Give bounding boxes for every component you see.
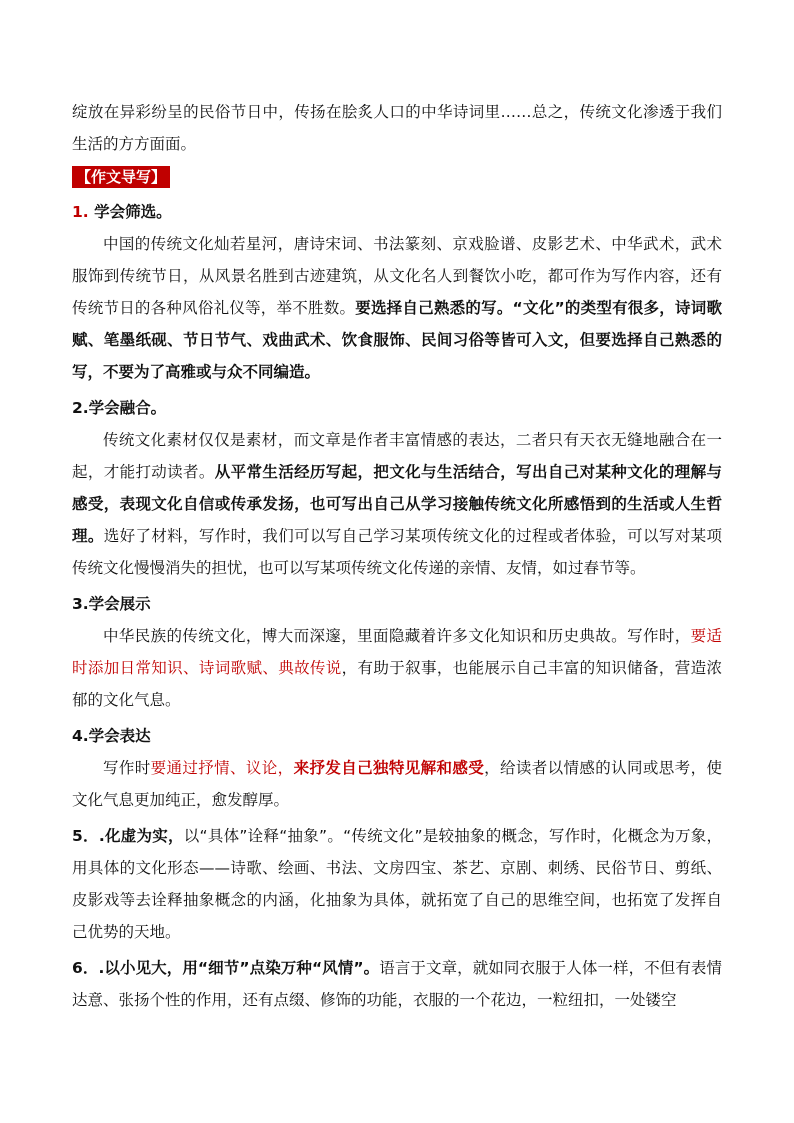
- section-4: [72, 720, 722, 816]
- section-2-text-b: 从平常生活经历写起，把文化与生活结合，写出自己对某种文化的理解与感受，表现文化自信或传承发扬，也可写出自己从学习接触传统文化所感悟到的生活或人生哲理。: [72, 463, 722, 545]
- section-1: [72, 196, 722, 388]
- section-4-body: [72, 752, 722, 816]
- section-1-text-a: 中国的传统文化灿若星河，唐诗宋词、书法篆刻、京戏脸谱、皮影艺术、中华武术，武术服饰到传统节日，从风景名胜到古迹建筑，从文化名人到餐饮小吃，都可作为写作内容，还有传统节日的各种风俗礼仪等，举不胜数。: [72, 235, 722, 317]
- section-2: [72, 392, 722, 584]
- section-6-body: [72, 952, 722, 1016]
- section-4-text-b: ，给读者以情感的认同或思考，使文化气息更加纯正，愈发醇厚。: [72, 759, 722, 809]
- section-5-title: 5．.化虚为实，: [72, 827, 184, 845]
- section-3-text-b: ，有助于叙事，也能展示自己丰富的知识储备，营造浓郁的文化气息。: [72, 659, 722, 709]
- section-2-text-c: 选好了材料，写作时，我们可以写自己学习某项传统文化的过程或者体验，可以写对某项传统文化慢慢消失的担忧，也可以写某项传统文化传递的亲情、友情，如过春节等。: [72, 527, 722, 577]
- section-5-title-b: 以“具体”诠释“抽象”。: [183, 827, 344, 845]
- section-4-highlight-2: 来抒发自己独特见解和感受: [293, 759, 485, 777]
- section-1-body: [72, 228, 722, 388]
- section-4-heading: 4.学会表达: [72, 727, 151, 745]
- section-3-heading: 3.学会展示: [72, 595, 151, 613]
- section-5-text: “传统文化”是较抽象的概念，写作时，化概念为万象，用具体的文化形态——诗歌、绘画、书法、文房四宝、茶艺、京剧、刺绣、民俗节日、剪纸、皮影戏等去诠释抽象概念的内涵，化抽象为具体，就拓宽了自己的思维空间，也拓宽了发挥自己优势的天地。: [72, 827, 722, 941]
- section-4-highlight-1: 要通过抒情、议论，: [150, 759, 294, 777]
- section-2-heading: 2.学会融合。: [72, 399, 167, 417]
- section-2-body: [72, 424, 722, 584]
- section-1-number: 1.: [72, 203, 89, 221]
- section-3-body: [72, 620, 722, 716]
- section-5-body: [72, 820, 722, 948]
- section-1-heading: [72, 196, 722, 228]
- section-5: [72, 820, 722, 948]
- intro-paragraph: 绽放在异彩纷呈的民俗节日中，传扬在脍炙人口的中华诗词里……总之，传统文化渗透于我们生活的方方面面。: [72, 103, 722, 153]
- section-1-text-b: 要选择自己熟悉的写。“文化”的类型有很多，诗词歌赋、笔墨纸砚、节日节气、戏曲武术、饮食服饰、民间习俗等皆可入文，但要选择自己熟悉的写，不要为了高雅或与众不同编造。: [72, 299, 722, 381]
- section-6: [72, 952, 722, 1016]
- section-3-highlight: 要适时添加日常知识、诗词歌赋、典故传说: [72, 627, 722, 677]
- section-3: [72, 588, 722, 716]
- section-1-title: 学会筛选。: [94, 203, 172, 221]
- section-3-text-a: 中华民族的传统文化，博大而深邃，里面隐藏着许多文化知识和历史典故。写作时，: [103, 627, 691, 645]
- section-2-text-a: 传统文化素材仅仅是素材，而文章是作者丰富情感的表达，二者只有天衣无缝地融合在一起，才能打动读者。: [72, 431, 722, 481]
- section-6-title: 6．.以小见大，用“细节”点染万种“风情”。: [72, 959, 380, 977]
- section-label: [72, 160, 722, 192]
- section-4-text-a: 写作时: [103, 759, 151, 777]
- essay-guide-label: 【作文导写】: [72, 166, 170, 188]
- section-6-text: 语言于文章，就如同衣服于人体一样，不但有表情达意、张扬个性的作用，还有点缀、修饰的功能，衣服的一个花边，一粒纽扣，一处镂空: [72, 959, 722, 1009]
